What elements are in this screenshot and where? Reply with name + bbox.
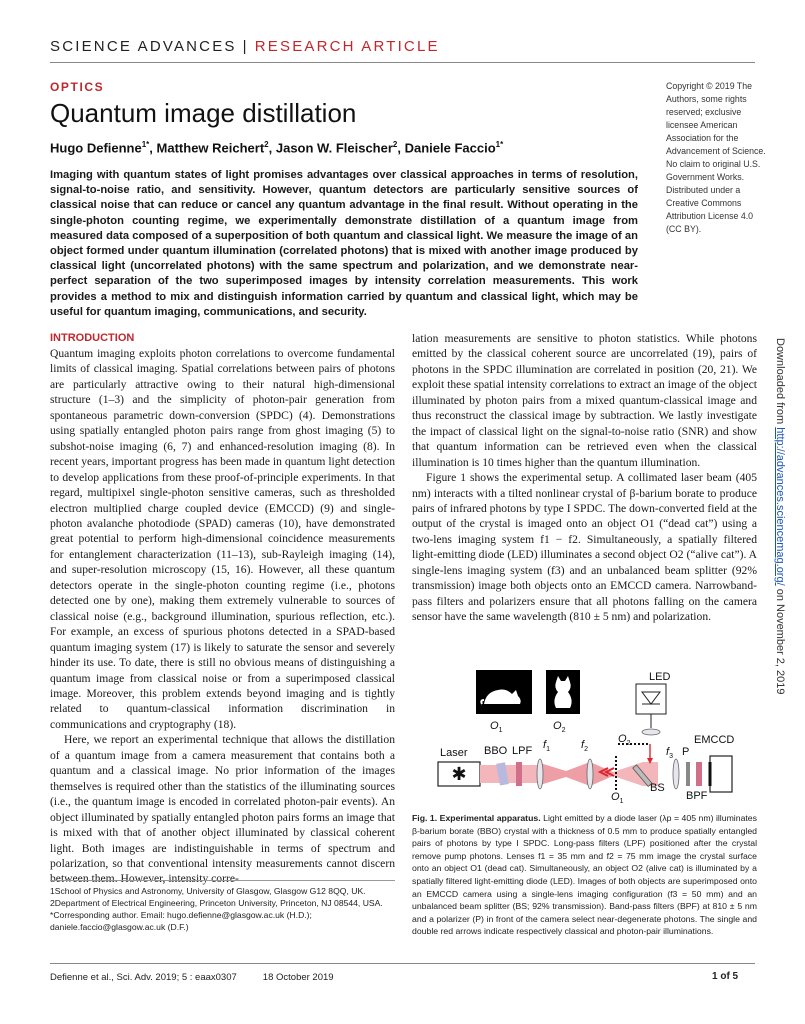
led-label: LED (649, 671, 671, 683)
sidebar-prefix: Downloaded from (774, 338, 786, 428)
author-name: Hugo Defienne (50, 140, 142, 156)
sidebar-suffix: on November 2, 2019 (774, 585, 786, 695)
lens-f1 (537, 759, 543, 789)
author-affiliation: 1* (141, 140, 150, 149)
f1-label: $f_1$ (543, 739, 550, 754)
body-paragraph: lation measurements are sensitive to photon statistics. While photons emitted by the classical coherent source are uncorrelated (19), pairs of photons in the SPDC illumination are correlated in position (20, 21). We exploit these spatial intensity correlations to extract an image of the object illuminated by photon pairs from a mixed quantum-classical image and thus reconstruct the classical image by subtraction. We lastly investigate the impact of classical light on the signal-to-noise ratio (SNR) and show that quantum information can be retrieved even when the classical illumination is 10 times higher than the quantum illumination. (412, 332, 757, 469)
spdc-beam-2 (566, 762, 590, 786)
o1-plane-label: $O_1$ (611, 791, 624, 806)
affiliation-footnotes (50, 880, 395, 933)
footnote: 1School of Physics and Astronomy, University of Glasgow, Glasgow G12 8QQ, UK. (50, 886, 366, 896)
body-column-left (50, 331, 395, 887)
article-type: RESEARCH ARTICLE (254, 38, 440, 55)
caption-title: Fig. 1. Experimental apparatus. (412, 813, 541, 823)
o1-object-label: $O_1$ (490, 720, 503, 735)
author-name: Jason W. Fleischer (275, 140, 393, 156)
author-list: Hugo Defienne$^{1*}$, Matthew Reichert$^2$, Jason W. Fleischer$^2$, Daniele Faccio$^{1*}$ (50, 140, 504, 156)
lens-f2 (587, 759, 593, 789)
abstract: Imaging with quantum states of light promises advantages over classical approaches in terms of resolution, signal-to-noise ratio, and sensitivity. However, quantum detectors are particularly sensitive sources of classical noise that can reduce or cancel any quantum advantage in the final result. Without operating in the single-photon counting regime, we experimentally demonstrate distillation of a quantum image from measured data composed of a superposition of both quantum and classical light. We measure the image of an object formed under quantum illumination (correlated photons) that is mixed with another image produced by classical light (uncorrelated photons) with the same spectrum and polarization, and we demonstrate near-perfect separation of the two superimposed images by intensity correlation measurements. This work provides a method to mix and distinguish information carried by quantum and classical light, which may be useful for quantum imaging, communications, and security. (50, 169, 638, 318)
laser-star-icon: ✱ (451, 764, 467, 785)
led-box (636, 684, 666, 714)
polarizer (686, 762, 690, 786)
emccd-camera (710, 756, 732, 792)
header-divider (50, 62, 755, 63)
footnote: 2Department of Electrical Engineering, Princeton University, Princeton, NJ 08544, USA. (50, 898, 383, 908)
f3-label: $f_3$ (666, 746, 673, 761)
download-sidebar (774, 338, 786, 758)
o2-object-label: $O_2$ (553, 720, 566, 735)
footer-citation: Defienne et al., Sci. Adv. 2019; 5 : eaax0307 (50, 972, 237, 983)
journal-link[interactable]: http://advances.sciencemag.org/ (774, 427, 786, 586)
band-pass-filter (696, 762, 702, 786)
pump-beam (480, 765, 540, 783)
bbo-label: BBO (484, 745, 508, 757)
polarizer-label: P (682, 746, 690, 758)
footer-citation-block (50, 972, 334, 983)
author-affiliation: 2 (392, 140, 398, 149)
caption-text: Light emitted by a diode laser (λp = 405 nm) illuminates β-barium borate (BBO) crystal with a thickness of 0.5 mm to produce spatially entangled pairs of photons by type I SPDC. Long-pass filters (LPF) positioned after the crystal remove pump photons. Lenses f1 = 35 mm and f2 = 75 mm image the crystal surface onto an object O1 (dead cat). Simultaneously, an object O2 (alive cat) is illuminated by a spatially filtered light-emitting diode (LED). Images of both objects are superimposed onto an EMCCD camera using a single-lens imaging configuration (f3 = 50 mm) and an unbalanced beam splitter (BS; 92% transmission). Band-pass filters (BPF) at 810 ± 5 nm and a polarizer (P) in front of the camera select near-degenerate photons. The single and double red arrows indicate respectively classical and photon-pair illuminations. (412, 813, 757, 937)
figure-caption (412, 812, 757, 938)
journal-name: SCIENCE ADVANCES (50, 38, 237, 55)
emccd-label: EMCCD (694, 734, 735, 746)
body-paragraph: Here, we report an experimental technique that allows the distillation of a quantum image from a camera measurement that contains both a quantum and a classical image. No prior information of the images themselves is required other than the statistics of the illuminating sources (i.e., the quantum image is encoded in correlated photon-pair events). An object illuminated by spatially entangled photon pairs forms an image that is mixed with that of another object illuminated by classical coherent light. Both images are indistinguishable in terms of spectrum and polarization, so that conventional intensity measurements cannot discern between them. However, intensity corre- (50, 733, 395, 886)
long-pass-filter (516, 762, 522, 786)
bs-label: BS (650, 782, 665, 794)
figure-1 (418, 668, 753, 806)
lpf-label: LPF (512, 745, 533, 757)
laser-label: Laser (440, 747, 468, 759)
footer-divider (50, 963, 755, 964)
page-number: 1 of 5 (712, 971, 739, 982)
author-affiliation: 2 (264, 140, 269, 149)
body-column-right (412, 331, 757, 625)
o2-plane-label: $O_2$ (618, 733, 631, 748)
footer-date: 18 October 2019 (262, 972, 334, 983)
body-paragraph: Quantum imaging exploits photon correlations to overcome fundamental limits of classical imaging. Spatial correlations between pairs of photons are particularly attractive owing to their natural high-dimensional structure (1–3) and the simplicity of photon-pair generation from spontaneous parametric down-conversion (SPDC) (4). Demonstrations using spatially entangled photon pairs range from ghost imaging (5) to subshot-noise imaging (6, 7) and enhanced-resolution imaging (8). In recent years, important progress has been made in quantum light detection to develop applications from these proof-of-principle experiments. In that regard, multipixel single-photon sensitive cameras, such as thresholded electron multiplied charge coupled device (EMCCD) (9) and single-photon avalanche photodiode (SPAD) cameras (10), have demonstrated great potential to perform high-dimensional coincidence measurements for entanglement characterization (11–13), sub-Rayleigh imaging (14), and super-resolution microscopy (15, 16). However, all these quantum detectors operate in the single-photon counting regime (i.e., photons detected one by one), making them extremely vulnerable to sources of classical noise (e.g., background illumination, spurious reflection, etc.). For example, an excess of spurious photons detected in a SPAD-based quantum imaging system (17) is likely to saturate the sensor and severely hinder its use. To date, there is still no obvious means of distinguishing a quantum image from classical noise or from a superimposed classical image. Moreover, this problem extends beyond imaging and is tightly related to quantum-classical information discrimination in communications and cryptography (18). (50, 347, 395, 731)
footnote: *Corresponding author. Email: hugo.defienne@glasgow.ac.uk (H.D.); daniele.faccio@glasgow.ac.uk (D.F.) (50, 910, 312, 932)
spdc-beam-1 (540, 763, 566, 785)
subject-category: OPTICS (50, 80, 105, 94)
author-name: Matthew Reichert (156, 140, 265, 156)
author-affiliation: 1* (495, 140, 504, 149)
section-heading: INTRODUCTION (50, 332, 135, 344)
f2-label: $f_2$ (581, 739, 588, 754)
running-header (50, 38, 440, 55)
bpf-label: BPF (686, 790, 708, 802)
body-paragraph: Figure 1 shows the experimental setup. A collimated laser beam (405 nm) interacts with a tilted nonlinear crystal of β-barium borate to produce pairs of infrared photons by type I SPDC. The down-converted field at the output of the crystal is imaged onto an object O1 (“dead cat”) using a two-lens imaging system f1 − f2. Simultaneously, a spatially filtered light-emitting diode (LED) illuminates a second object O2 (“alive cat”). A single-lens imaging system (f3) and an unbalanced beam splitter (92% transmission) image both objects onto an EMCCD camera. Narrowband-pass filters and polarizers ensure that all photons falling on the camera sensor have the same wavelength (810 ± 5 nm) and polarization. (412, 471, 757, 624)
header-separator: | (242, 38, 249, 55)
article-title: Quantum image distillation (50, 98, 357, 128)
copyright-notice: Copyright © 2019 The Authors, some rights reserved; exclusive licensee American Association for the Advancement of Science. No claim to original U.S. Government Works. Distributed under a Creative Commons Attribution License 4.0 (CC BY). (666, 81, 766, 234)
lens-f3 (673, 759, 679, 789)
author-name: Daniele Faccio (404, 140, 496, 156)
